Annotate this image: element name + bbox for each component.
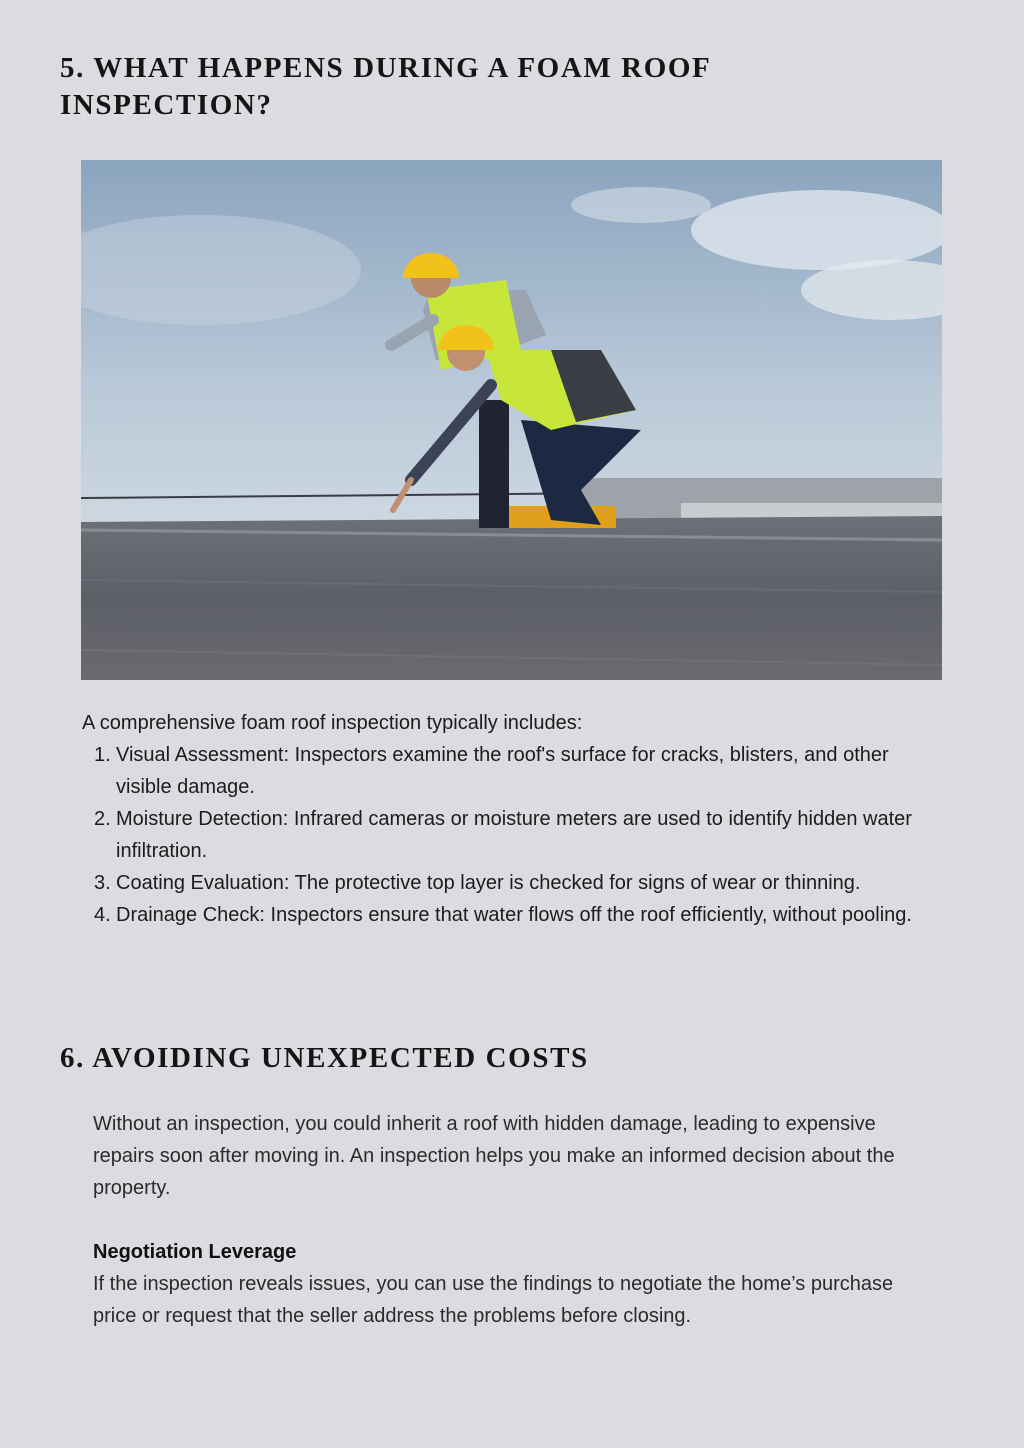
list-item (94, 739, 924, 803)
list-item (94, 867, 924, 899)
list-item-text: Drainage Check: Inspectors ensure that water flows off the roof efficiently, without pooling. (116, 904, 912, 926)
section-5-heading: 5. WHAT HAPPENS DURING A FOAM ROOF INSPECTION? (60, 52, 711, 121)
list-item-number: 4. (94, 904, 111, 926)
inspection-steps-list (94, 739, 924, 931)
list-item-text: Visual Assessment: Inspectors examine the roof's surface for cracks, blisters, and other visible damage. (116, 744, 889, 798)
list-item-text: Coating Evaluation: The protective top layer is checked for signs of wear or thinning. (116, 872, 861, 894)
roof-inspection-photo (81, 160, 942, 680)
list-item-number: 2. (94, 808, 111, 830)
list-item (94, 803, 924, 867)
list-item (94, 899, 924, 931)
costs-paragraph: Without an inspection, you could inherit a roof with hidden damage, leading to expensive repairs soon after moving in. An inspection helps you make an informed decision about the property. (93, 1113, 895, 1199)
list-item-number: 3. (94, 872, 111, 894)
negotiation-paragraph: If the inspection reveals issues, you can use the findings to negotiate the home’s purchase price or request that the seller address the problems before closing. (93, 1273, 894, 1327)
inspection-intro: A comprehensive foam roof inspection typically includes: (82, 712, 583, 734)
negotiation-subheading: Negotiation Leverage (93, 1241, 297, 1263)
list-item-text: Moisture Detection: Infrared cameras or moisture meters are used to identify hidden water infiltration. (116, 808, 912, 862)
section-6-heading: 6. AVOIDING UNEXPECTED COSTS (60, 1042, 589, 1074)
list-item-number: 1. (94, 744, 111, 766)
